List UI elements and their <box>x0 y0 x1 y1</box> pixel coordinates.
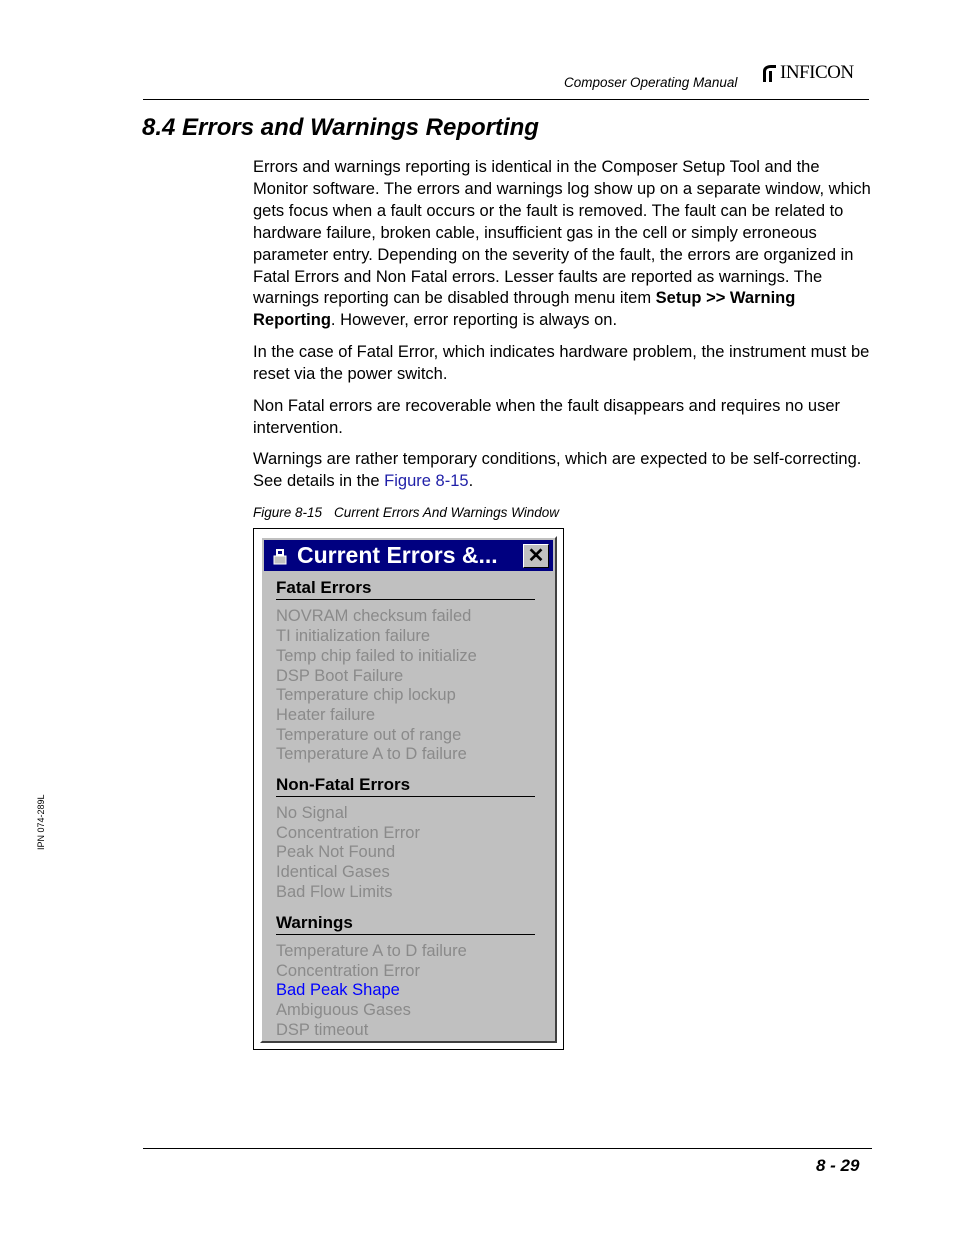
warning-item-active[interactable]: Bad Peak Shape <box>276 981 400 999</box>
paragraph-nonfatal: Non Fatal errors are recoverable when the fault disappears and requires no user intervention. <box>253 397 840 437</box>
figure-label: Figure 8-15 <box>253 505 323 520</box>
paragraph-fatal: In the case of Fatal Error, which indicates hardware problem, the instrument must be reset via the power switch. <box>253 343 870 383</box>
figure-frame <box>253 528 564 1050</box>
warning-item: Temperature A to D failure <box>276 942 467 960</box>
paragraph-warnings <box>253 449 873 493</box>
paragraph-warnings-text: Warnings are rather temporary conditions, which are expected to be self-correcting. See details in the <box>253 450 862 490</box>
document-ipn: IPN 074-289L <box>36 794 46 850</box>
close-button[interactable] <box>523 544 549 568</box>
nonfatal-error-item: Peak Not Found <box>276 843 396 861</box>
paragraph-warnings-end: . <box>468 471 474 490</box>
window-title: Current Errors &... <box>297 542 498 568</box>
warning-item: Concentration Error <box>276 962 420 980</box>
section-title: 8.4 Errors and Warnings Reporting <box>142 114 539 141</box>
errors-window <box>260 536 557 1043</box>
warning-item: DSP timeout <box>276 1021 369 1039</box>
footer-rule <box>143 1148 872 1149</box>
menu-path: Setup >> Warning Reporting <box>253 289 796 330</box>
nonfatal-error-item: No Signal <box>276 804 348 822</box>
fatal-error-item: NOVRAM checksum failed <box>276 607 472 625</box>
paragraph-intro <box>253 157 873 332</box>
fatal-error-item: Temp chip failed to initialize <box>276 647 477 665</box>
close-icon: ✕ <box>527 545 545 567</box>
warnings-divider <box>276 934 535 935</box>
fatal-errors-heading: Fatal Errors <box>276 578 372 597</box>
inficon-logo <box>760 62 854 84</box>
warning-item: Ambiguous Gases <box>276 1001 411 1019</box>
fatal-error-item: Temperature A to D failure <box>276 745 467 763</box>
figure-caption <box>253 505 559 520</box>
app-icon <box>271 546 291 566</box>
nonfatal-error-item: Identical Gases <box>276 863 390 881</box>
nonfatal-error-item: Bad Flow Limits <box>276 883 393 901</box>
logo-text: INFICON <box>780 62 854 83</box>
fatal-error-item: Heater failure <box>276 706 376 724</box>
header-rule <box>143 99 869 100</box>
warnings-heading: Warnings <box>276 913 353 932</box>
nonfatal-errors-divider <box>276 796 535 797</box>
nonfatal-error-item: Concentration Error <box>276 824 420 842</box>
fatal-error-item: TI initialization failure <box>276 627 431 645</box>
inficon-logo-icon <box>760 62 778 84</box>
nonfatal-errors-heading: Non-Fatal Errors <box>276 775 411 794</box>
fatal-error-item: DSP Boot Failure <box>276 667 404 685</box>
window-title-bar[interactable] <box>264 540 553 571</box>
paragraph-intro-text: Errors and warnings reporting is identical in the Composer Setup Tool and the Monitor software. The errors and warnings log show up on a separate window, which gets focus when a fault occurs or the fault is removed. The fault can be related to hardware failure, broken cable, insufficient gas in the cell or simply erroneous parameter entry. Depending on the severity of the fault, the errors are organized in Fatal Errors and Non Fatal errors. Lesser faults are reported as warnings. The warnings reporting can be disabled through menu item <box>253 158 871 308</box>
manual-title: Composer Operating Manual <box>564 75 738 90</box>
fatal-error-item: Temperature out of range <box>276 726 462 744</box>
figure-caption-text: Current Errors And Warnings Window <box>334 505 560 520</box>
paragraph-intro-end: . However, error reporting is always on. <box>330 311 618 330</box>
figure-link[interactable]: Figure 8-15 <box>384 471 469 490</box>
fatal-error-item: Temperature chip lockup <box>276 686 456 704</box>
page-number: 8 - 29 <box>816 1156 860 1175</box>
fatal-errors-divider <box>276 599 535 600</box>
